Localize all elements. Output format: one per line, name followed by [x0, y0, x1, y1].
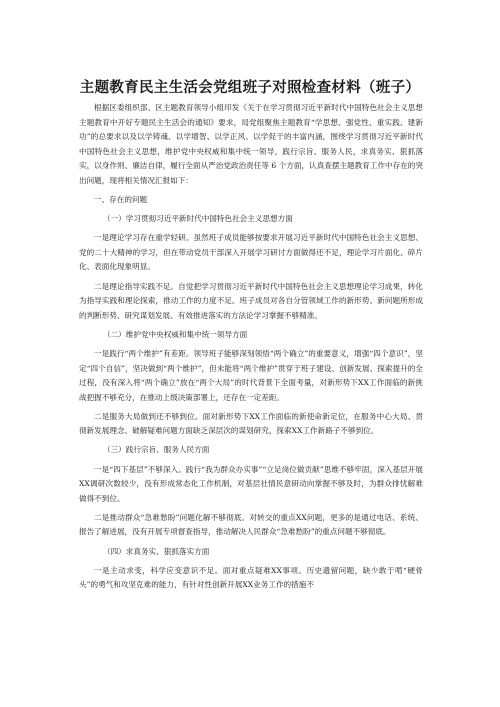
- paragraph: 一是主动求变，科学应变意识不足。面对重点疑难XX事项、历史遗留问题，缺少敢于啃“硬骨头”的勇气和攻坚克难的能力，有针对性创新开展XX业务工作的措施不: [79, 565, 423, 590]
- subsection-heading-3: （三）践行宗旨、服务人民方面: [103, 445, 210, 455]
- document-title: 主题教育民主生活会党组班子对照检查材料（班子）: [79, 80, 421, 96]
- subsection-heading-2: （二）维护党中央权威和集中统一领导方面: [103, 329, 248, 339]
- paragraph: 二是推动群众“急难愁盼”问题化解不够彻底。对转交的重点XX问题，更多的是通过电话、系统、报告了解进展，没有开展专项督查指导，推动解决人民群众“急难愁盼”的重点问题不够彻底。: [79, 512, 423, 537]
- paragraph: 一是践行“两个维护”有差距。领导班子能够深刻领悟“两个确立”的重要意义，增强“四个意识”，坚定“四个自信”，坚决做到“两个维护”，但未能将“两个维护”贯穿于班子建设、创新发展、探索提升的全过程，没有深入将“两个确立”放在“两个大局”的时代背景下全面考量，对新形势下XX工作面临的新挑战把握不够充分，在推动上级决策部署上，还存在一定差距。: [79, 348, 423, 402]
- paragraph: 二是服务大局做到还不够到位。面对新形势下XX工作面临的新使命新定位，在服务中心大局、贯彻新发展理念、破解疑难问题方面缺乏深层次的谋划研究，探索XX工作新路子不够到位。: [79, 411, 423, 436]
- paragraph: 一是“四下基层”不够深入。践行“我为群众办实事”“立足岗位做贡献”思维不够牢固，深入基层开展XX调研次数较少，没有形成常态化工作机制，对基层社情民意研动向掌握不够及时，为群众排忧解难做得不到位。: [79, 464, 423, 503]
- paragraph: 一是理论学习存在重学轻研。虽然班子成员能够按要求开展习近平新时代中国特色社会主义思想、党的二十大精神的学习，但在带动党员干部深入开展学习研讨方面做得还不足，理论学习片面化、碎片化、表面化现象明显。: [79, 233, 423, 272]
- paragraph: 二是理论指导实践不足。自觉把学习贯彻习近平新时代中国特色社会主义思想理论学习成果，转化为指导实践和理论探索，推动工作的力度不足。班子成员对各自分管领域工作的新形势、新问题所形成的判断形势、研究谋划发展、有效推进落实的方法论学习掌握不够精准。: [79, 281, 423, 320]
- subsection-heading-4: （四）求真务实、狠抓落实方面: [103, 546, 210, 556]
- subsection-heading-1: （一）学习贯彻习近平新时代中国特色社会主义思想方面: [103, 214, 293, 224]
- intro-paragraph: 根据区委组织部、区主题教育领导小组印发《关于在学习贯彻习近平新时代中国特色社会主义思想主题教育中开好专题民主生活会的通知》要求，局党组聚焦主题教育“学思想、强党性、重实践、建新功”的总要求以及以学铸魂、以学增智、以学正风、以学促干的丰富内涵，围绕学习贯彻习近平新时代中国特色社会主义思想，维护党中央权威和集中统一领导，践行宗旨、服务人民，求真务实、狠抓落实，以身作则、廉洁自律，履行全面从严治党政治责任等 6 个方面，认真查摆主题教育工作中存在的突出问题，现将相关情况汇报如下：: [79, 103, 423, 185]
- document-body: [79, 101, 423, 593]
- section-heading-problems: 一、存在的问题: [94, 195, 148, 205]
